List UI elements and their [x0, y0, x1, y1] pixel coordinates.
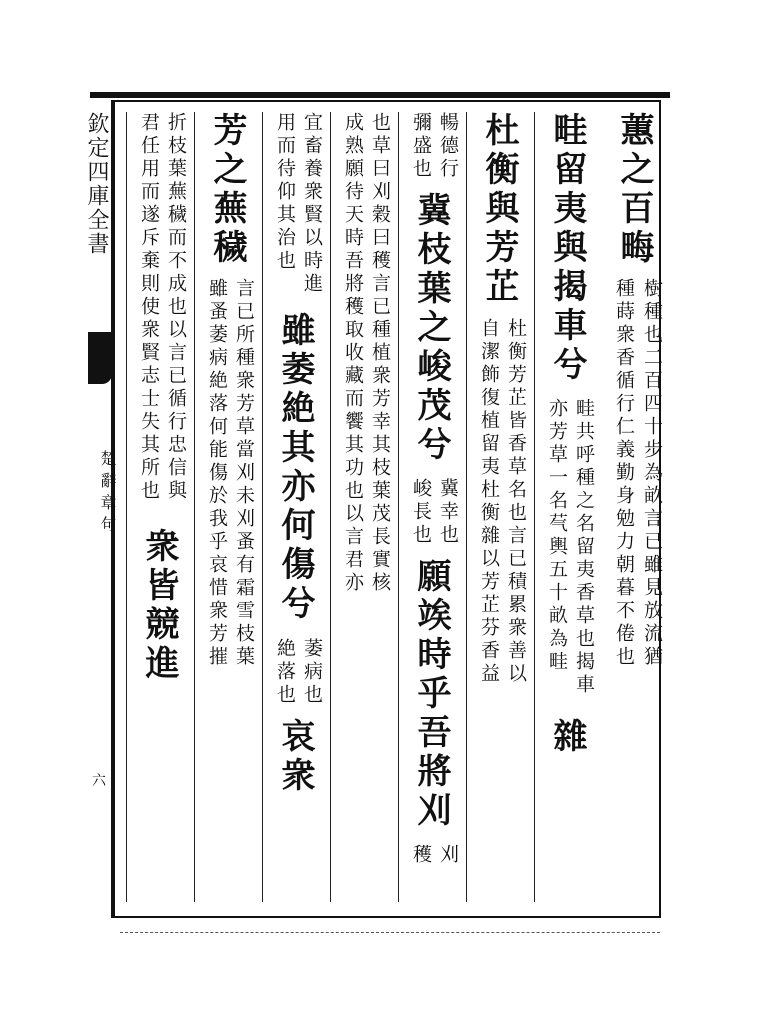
text-column: [262, 112, 330, 902]
main-text: 杜衡與芳芷: [479, 112, 519, 307]
commentary-text: 峻長也: [410, 478, 432, 547]
text-column: [398, 112, 466, 902]
main-text: 哀衆: [275, 718, 315, 796]
commentary-text: 彌盛也: [410, 112, 432, 181]
text-column: [466, 112, 534, 902]
main-text: 雖萎絶其亦何傷兮: [275, 312, 315, 624]
main-text: 冀枝葉之峻茂兮: [411, 192, 451, 465]
page-number: 六: [92, 773, 106, 789]
main-text: 願竢時乎吾將刈: [411, 558, 451, 831]
commentary-text: 雖蚤萎病絶落何能傷於我乎哀惜衆芳摧: [206, 278, 228, 669]
main-text: 雜: [547, 718, 587, 757]
commentary-text: 種蒔衆香循行仁義勤身勉力朝暮不倦也: [613, 278, 635, 669]
commentary-text: 成熟願待天時吾將穫取收藏而饗其功也以言君亦: [342, 112, 364, 595]
top-border-bar: [90, 92, 670, 98]
commentary-text: 言已所種衆芳草當刈未刈蚤有霜雪枝葉: [233, 278, 255, 669]
main-text: 衆皆競進: [139, 528, 179, 684]
text-column: [602, 112, 670, 902]
commentary-text: 穫: [410, 844, 432, 867]
commentary-text: 冀幸也: [437, 478, 459, 547]
text-column: [194, 112, 262, 902]
commentary-text: 折枝葉蕪穢而不成也以言已循行忠信與: [165, 112, 187, 503]
commentary-text: 也草曰刈穀曰穫言已種植衆芳幸其枝葉茂長實核: [369, 112, 391, 595]
fishtail-mark: [88, 332, 112, 384]
margin-book-title: 楚辭章句: [98, 450, 117, 538]
commentary-text: 畦共呼種之名留夷香草也揭車: [573, 398, 595, 697]
commentary-text: 刈: [437, 844, 459, 867]
text-column: [330, 112, 398, 902]
commentary-text: 宜畜養衆賢以時進: [301, 112, 323, 296]
main-text: 芳之蕪穢: [207, 112, 247, 268]
commentary-text: 暢德行: [437, 112, 459, 181]
text-column: [534, 112, 602, 902]
commentary-text: 絶落也: [274, 638, 296, 707]
text-column: [126, 112, 194, 902]
commentary-text: 萎病也: [301, 638, 323, 707]
commentary-text: 杜衡芳芷皆香草名也言已積累衆善以: [505, 318, 527, 686]
commentary-text: 樹種也二百四十步為畝言已雖見放流猶: [641, 278, 663, 669]
bottom-rule: [120, 932, 660, 933]
main-text: 畦留夷與揭車兮: [547, 112, 587, 385]
commentary-text: 自潔飾復植留夷杜衡雜以芳芷芬香益: [478, 318, 500, 686]
commentary-text: 君任用而遂斥棄則使衆賢志士失其所也: [138, 112, 160, 503]
commentary-text: 亦芳草一名芞輿五十畝為畦: [546, 398, 568, 674]
commentary-text: 用而待仰其治也: [274, 112, 296, 273]
main-text: 蕙之百畮: [614, 112, 654, 268]
margin-title: 欽定四庫全書: [84, 112, 109, 256]
